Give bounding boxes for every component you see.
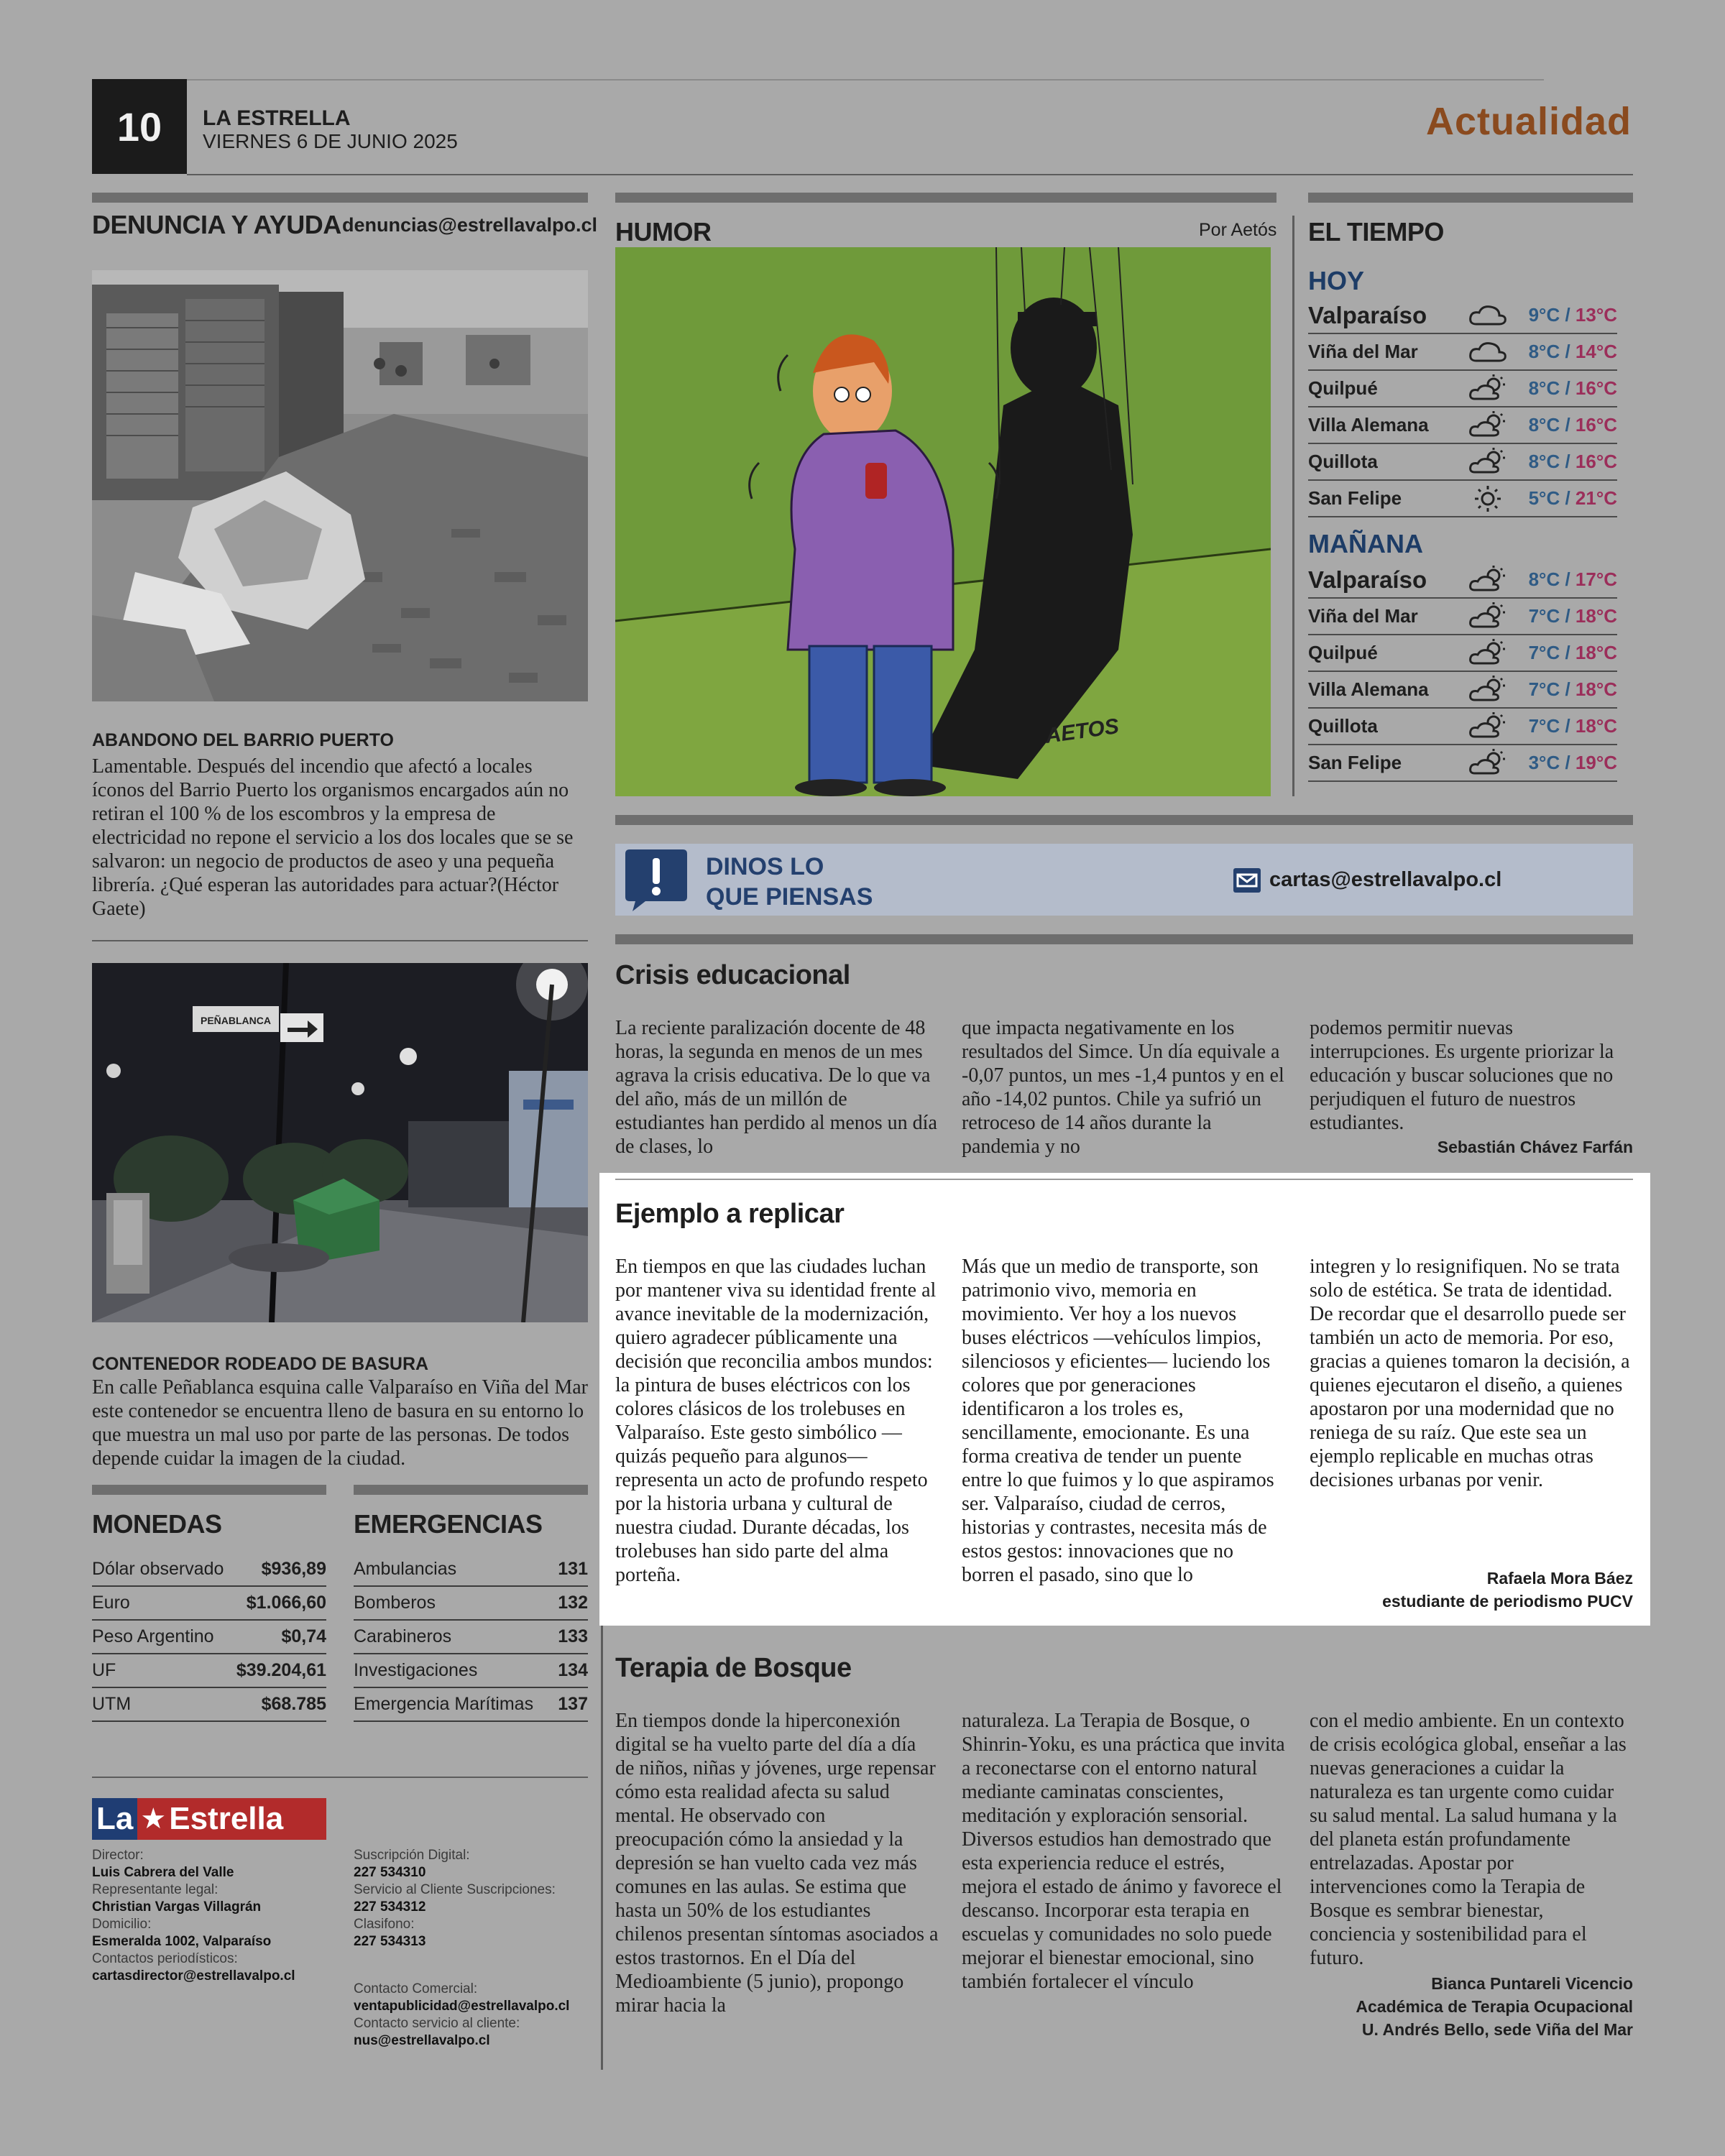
weather-row [1308,635,1617,672]
weather-row [1308,745,1617,782]
emergencia-number: 134 [554,1654,588,1687]
table-row [354,1552,588,1586]
credits-rule [92,1777,588,1778]
moneda-value: $39.204,61 [231,1654,326,1687]
credit-value: Christian Vargas Villagrán [92,1899,262,1915]
humor-title: HUMOR [615,217,712,247]
weather-city: Quilpué [1308,642,1378,663]
weather-temp: 8°C / 16°C [1528,414,1617,436]
weather-city: Quilpué [1308,377,1378,399]
temp-high: 19°C [1575,752,1617,773]
credit-value: Luis Cabrera del Valle [92,1865,234,1880]
weather-city: Villa Alemana [1308,678,1429,700]
cloud-icon [1466,301,1509,330]
letter-title-terapia: Terapia de Bosque [615,1653,852,1683]
table-row [354,1586,588,1620]
sun-icon [1466,484,1509,513]
credit-value: Esmeralda 1002, Valparaíso [92,1934,272,1949]
credits-left [92,1847,336,1985]
credit-label: Director: [92,1848,144,1863]
credit-label: Contacto servicio al cliente: [354,2016,520,2031]
temp-low: 9°C [1528,304,1560,326]
weather-temp: 9°C / 13°C [1528,304,1617,326]
la-estrella-logo [92,1798,326,1840]
weather-temp: 8°C / 17°C [1528,568,1617,590]
credit-value: 227 534310 [354,1865,426,1880]
table-row [354,1654,588,1687]
temp-low: 7°C [1528,678,1560,700]
weather-temp: 7°C / 18°C [1528,605,1617,627]
dinos-bottom-rule [615,934,1633,944]
letter-ejemplo-col-3: integren y lo resignifiquen. No se trata solo de estética. Se trata de identidad. De recordar que el desarrollo puede ser también un acto de memoria. Por eso, gracias a quienes tomaron la decisión, a quienes ejecutaron el diseño, a quienes apostaron por una modernidad que no reniega de su raíz. Que este sea un ejemplo replicable en muchas otras decisiones urbanas por venir. [1310,1256,1630,1491]
logo-estrella: Estrella [169,1801,284,1836]
table-row [354,1620,588,1654]
temp-low: 8°C [1528,451,1560,472]
table-row [92,1552,326,1586]
humor-author: Por Aetós [1199,220,1277,240]
moneda-label: Dólar observado [92,1552,231,1586]
emergencia-number: 133 [554,1620,588,1654]
sun-cloud-icon [1466,602,1509,631]
credit-label: Contacto Comercial: [354,1981,478,1996]
temp-low: 8°C [1528,568,1560,590]
weather-city: San Felipe [1308,752,1402,773]
page-number: 10 [92,79,187,174]
sun-cloud-icon [1466,712,1509,741]
letter-crisis-col-2: que impacta negativamente en los resultados del Simce. Un día equivale a -0,07 puntos, un mes -1,4 puntos y en el año -14,02 puntos. Chile ya sufrió un retroceso de 14 años durante la pandemia y no [962,1017,1284,1158]
dinos-top-rule [615,815,1633,825]
weather-city: Quillota [1308,451,1378,472]
emergencia-label: Ambulancias [354,1552,554,1586]
temp-high: 21°C [1575,487,1617,509]
manana-label: MAÑANA [1308,529,1423,558]
photo-barrio-puerto [92,270,588,701]
weather-row [1308,599,1617,635]
street-sign-text: PEÑABLANCA [201,1015,271,1026]
letter-terapia-col-2: naturaleza. La Terapia de Bosque, o Shinrin-Yoku, es una práctica que invita a reconectarse con el entorno natural mediante caminatas conscientes, meditación y exploración sensorial. Diversos estudios han demostrado que esta experiencia reduce el estrés, mejora el estado de ánimo y favorece el descanso. Incorporar esta terapia en escuelas y comunidades no solo puede mejorar el bienestar emocional, sino también fortalecer el vínculo [962,1710,1285,1993]
table-row [92,1687,326,1721]
cartoon-signature: AETOS [1044,714,1121,748]
ejemplo-rule [615,1179,1633,1180]
dinos-email[interactable]: cartas@estrellavalpo.cl [1269,868,1502,891]
letter-title-ejemplo: Ejemplo a replicar [615,1199,845,1229]
temp-low: 7°C [1528,715,1560,737]
weather-city: Quillota [1308,715,1378,737]
temp-low: 5°C [1528,487,1560,509]
weather-city: Valparaíso [1308,566,1427,593]
moneda-value: $936,89 [231,1552,326,1586]
temp-high: 17°C [1575,568,1617,590]
emergencia-label: Emergencia Marítimas [354,1687,554,1721]
temp-low: 8°C [1528,377,1560,399]
emergencia-number: 137 [554,1687,588,1721]
sun-cloud-icon [1466,411,1509,440]
left-divider-1 [92,940,588,941]
credit-value[interactable]: nus@estrellavalpo.cl [354,2033,490,2048]
weather-row [1308,371,1617,407]
sun-cloud-icon [1466,566,1509,594]
weather-row [1308,709,1617,745]
weather-city: Valparaíso [1308,301,1427,328]
letter-terapia-col-3: con el medio ambiente. En un contexto de crisis ecológica global, enseñar a las nuevas generaciones a cuidar la naturaleza es tan urgente como cuidar su salud mental. La salud humana y la del planeta están profundamente entrelazadas. Apostar por intervenciones como la Terapia de Bosque es sembrar bienestar, conciencia y sostenibilidad para el futuro. [1310,1710,1627,1969]
table-row [92,1620,326,1654]
top-rule [92,79,1544,80]
paper-name: LA ESTRELLA [203,106,351,130]
caption-title-2: CONTENEDOR RODEADO DE BASURA [92,1354,429,1374]
credits-right [354,1847,591,1950]
letter-crisis-col-3: podemos permitir nuevas interrupciones. Es urgente priorizar la educación y buscar soluciones que no perjudiquen el futuro de nuestros estudiantes. [1310,1017,1614,1134]
dinos-line-1: DINOS LO [706,853,824,880]
credit-value[interactable]: ventapublicidad@estrellavalpo.cl [354,1999,570,2014]
temp-high: 16°C [1575,451,1617,472]
credit-label: Contactos periodísticos: [92,1951,238,1966]
signature-line: estudiante de periodismo PUCV [1382,1592,1633,1611]
emergencia-number: 131 [554,1552,588,1586]
weather-temp: 5°C / 21°C [1528,487,1617,509]
tiempo-title: EL TIEMPO [1308,217,1444,247]
weather-row [1308,562,1617,599]
alert-bubble-icon [622,847,690,913]
weather-row [1308,298,1617,334]
humor-rule [615,193,1276,203]
temp-low: 3°C [1528,752,1560,773]
tiempo-rule [1308,193,1633,203]
section-title: Actualidad [1425,100,1632,143]
emergencia-label: Carabineros [354,1620,554,1654]
sun-cloud-icon [1466,448,1509,476]
mail-icon [1233,868,1261,893]
temp-high: 16°C [1575,377,1617,399]
temp-high: 14°C [1575,341,1617,362]
signature-line: U. Andrés Bello, sede Viña del Mar [1361,2020,1633,2039]
logo-la: La [92,1798,137,1840]
sun-cloud-icon [1466,676,1509,704]
tiempo-divider [1292,216,1294,796]
moneda-value: $0,74 [231,1620,326,1654]
moneda-label: Euro [92,1586,231,1620]
credits-contacts [354,1981,591,2050]
weather-row [1308,334,1617,371]
emergencias-title: EMERGENCIAS [354,1509,543,1539]
credit-label: Clasifono: [354,1917,415,1932]
signature-line: Sebastián Chávez Farfán [1437,1138,1633,1156]
credit-label: Suscripción Digital: [354,1848,470,1863]
moneda-label: UTM [92,1687,231,1721]
denuncia-email[interactable]: denuncias@estrellavalpo.cl [342,214,597,236]
credit-label: Representante legal: [92,1882,218,1897]
weather-city: Villa Alemana [1308,414,1429,436]
temp-high: 18°C [1575,605,1617,627]
letter-ejemplo-col-2: Más que un medio de transporte, son patrimonio vivo, memoria en movimiento. Ver hoy a los nuevos buses eléctricos —vehículos limpios, silenciosos y eficientes— luciendo los colores que por generaciones identificaron a los troles es, sencillamente, emocionante. Es una forma creativa de tender un puente entre lo que fuimos y lo que aspiramos ser. Valparaíso, ciudad de cerros, historias y contrastes, necesita más de estos gestos: innovaciones que no borren el pasado, sino que lo [962,1256,1274,1586]
credit-value: 227 534312 [354,1899,426,1915]
letter-ejemplo-col-1: En tiempos en que las ciudades luchan por mantener viva su identidad frente al avance inevitable de la modernización, quiero agradecer públicamente una decisión que reconcilia ambos mundos: la pintura de buses eléctricos con los colores clásicos de los trolebuses en Valparaíso. Este gesto simbólico —quizás pequeño para algunos— representa un acto de profundo respeto por la historia urbana y cultural de nuestra ciudad. Durante décadas, los trolebuses han sido parte del alma porteña. [615,1256,937,1586]
weather-temp: 7°C / 18°C [1528,715,1617,737]
letter-crisis-signature [1302,1135,1633,1158]
denuncia-title: DENUNCIA Y AYUDA [92,210,341,239]
caption-text-2: En calle Peñablanca esquina calle Valparaíso en Viña del Mar este contenedor se encuentra lleno de basura en su entorno lo que muestra un mal uso por parte de las personas. De todos depende cuidar la imagen de la ciudad. [92,1376,589,1470]
temp-low: 7°C [1528,605,1560,627]
temp-low: 8°C [1528,414,1560,436]
temp-high: 16°C [1575,414,1617,436]
table-row [92,1654,326,1687]
emergencia-label: Investigaciones [354,1654,554,1687]
weather-row [1308,407,1617,444]
monedas-rule [92,1485,326,1495]
caption-title-1: ABANDONO DEL BARRIO PUERTO [92,730,394,750]
weather-temp: 7°C / 18°C [1528,678,1617,700]
weather-row [1308,672,1617,709]
moneda-label: Peso Argentino [92,1620,231,1654]
star-icon: ★ [140,1803,167,1835]
letter-terapia-signature [1302,1972,1633,2041]
caption-text-1: Lamentable. Después del incendio que afectó a locales íconos del Barrio Puerto los organismos encargados aún no retiran el 100 % de los escombros y la empresa de electricidad no repone el servicio a los dos locales que se se salvaron: un negocio de productos de aseo y una pequeña librería. ¿Qué esperan las autoridades para actuar?(Héctor Gaete) [92,755,574,920]
sun-cloud-icon [1466,749,1509,778]
temp-high: 18°C [1575,715,1617,737]
temp-high: 18°C [1575,642,1617,663]
dinos-line-2: QUE PIENSAS [706,883,873,911]
sun-cloud-icon [1466,639,1509,668]
credit-label: Domicilio: [92,1917,152,1932]
credit-value: 227 534313 [354,1934,426,1949]
moneda-label: UF [92,1654,231,1687]
letter-crisis-col-1: La reciente paralización docente de 48 horas, la segunda en menos de un mes agrava la crisis educativa. De lo que va del año, más de un millón de estudiantes han perdido al menos un día de clases, lo [615,1017,937,1158]
temp-high: 18°C [1575,678,1617,700]
sun-cloud-icon [1466,374,1509,403]
credit-value[interactable]: cartasdirector@estrellavalpo.cl [92,1968,295,1984]
weather-row [1308,481,1617,517]
weather-temp: 8°C / 14°C [1528,341,1617,362]
signature-line: Bianca Puntareli Vicencio [1431,1974,1633,1993]
table-row [354,1687,588,1721]
emergencia-label: Bomberos [354,1586,554,1620]
emergencia-number: 132 [554,1586,588,1620]
emergencias-table [354,1552,588,1722]
signature-line: Académica de Terapia Ocupacional [1356,1997,1633,2016]
hoy-label: HOY [1308,266,1365,295]
photo-contenedor [92,963,588,1322]
weather-temp: 7°C / 18°C [1528,642,1617,663]
humor-cartoon [615,247,1271,796]
weather-city: Viña del Mar [1308,341,1418,362]
temp-low: 7°C [1528,642,1560,663]
weather-temp: 8°C / 16°C [1528,377,1617,399]
signature-line: Rafaela Mora Báez [1486,1569,1633,1588]
left-top-rule [92,193,588,203]
weather-temp: 3°C / 19°C [1528,752,1617,773]
paper-date: VIERNES 6 DE JUNIO 2025 [203,130,458,152]
moneda-value: $68.785 [231,1687,326,1721]
weather-city: Viña del Mar [1308,605,1418,627]
temp-high: 13°C [1575,304,1617,326]
dinos-banner [615,844,1633,916]
monedas-title: MONEDAS [92,1509,222,1539]
letter-title-crisis: Crisis educacional [615,960,850,990]
weather-row [1308,444,1617,481]
weather-temp: 8°C / 16°C [1528,451,1617,472]
weather-city: San Felipe [1308,487,1402,509]
letter-ejemplo-signature [1302,1567,1633,1613]
cloud-icon [1466,338,1509,367]
credit-label: Servicio al Cliente Suscripciones: [354,1882,556,1897]
letter-terapia-col-1: En tiempos donde la hiperconexión digital se ha vuelto parte del día a día de niños, niñas y jóvenes, urge repensar cómo esta realidad afecta su salud mental. He observado con preocupación cómo la ansiedad y la depresión se han vuelto cada vez más comunes en las aulas. Se estima que hasta un 50% de los estudiantes chilenos presentan síntomas asociados a estos trastornos. En el Día del Medioambiente (5 junio), propongo mirar hacia la [615,1710,939,2017]
monedas-table [92,1552,326,1722]
header-rule [187,174,1633,175]
table-row [92,1586,326,1620]
moneda-value: $1.066,60 [231,1586,326,1620]
emergencias-rule [354,1485,588,1495]
temp-low: 8°C [1528,341,1560,362]
